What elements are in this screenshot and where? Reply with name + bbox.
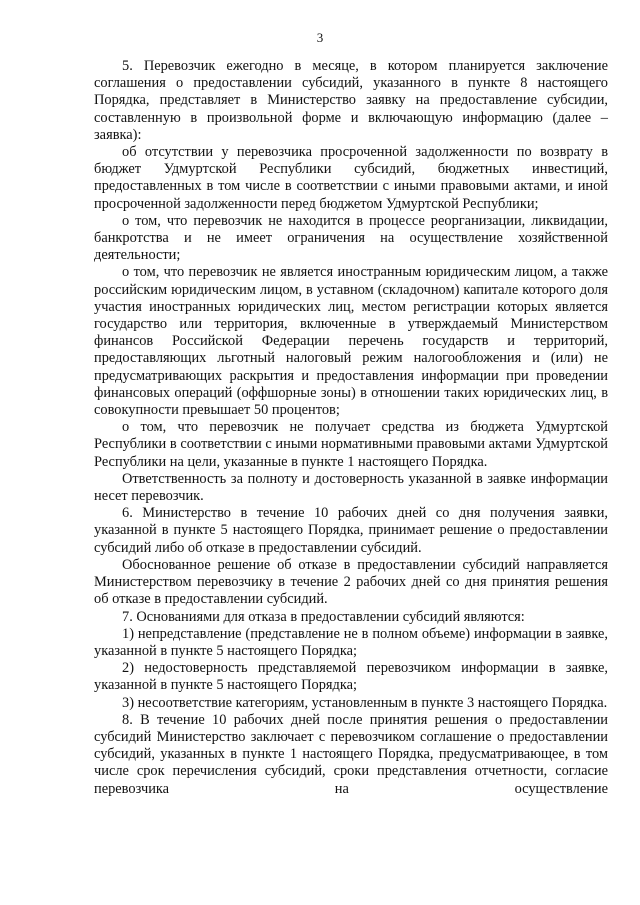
paragraph-refusal-notice: Обоснованное решение об отказе в предоставлении субсидий направляется Министерством перевозчику в течение 2 рабочих дней со дня принятия решения об отказе в предоставлении субсидий. <box>94 556 608 608</box>
paragraph-no-reorganization: о том, что перевозчик не находится в процессе реорганизации, ликвидации, банкротства и не имеет ограничения на осуществление хозяйственной деятельности; <box>94 212 608 264</box>
paragraph-ground-3: 3) несоответствие категориям, установленным в пункте 3 настоящего Порядка. <box>122 694 608 711</box>
paragraph-not-foreign: о том, что перевозчик не является иностранным юридическим лицом, а также российским юридическим лицом, в уставном (складочном) капитале которого доля участия иностранных юридических лиц, местом регистрации которых является государство или территория, включенные в утверждаемый Министерством финансов Российской Федерации перечень государств и территорий, предоставляющих льготный налоговый режим налогообложения и (или) не предусматривающих раскрытия и предоставления информации при проведении финансовых операций (оффшорные зоны) в отношении таких юридических лиц, в совокупности превышает 50 процентов; <box>94 264 608 419</box>
paragraph-6-decision: 6. Министерство в течение 10 рабочих дней со дня получения заявки, указанной в пункте 5 настоящего Порядка, принимает решение о предоставлении субсидий либо об отказе в предоставлении субсидий. <box>94 505 608 556</box>
page-number: 3 <box>316 30 324 45</box>
paragraph-ground-1: 1) непредставление (представление не в полном объеме) информации в заявке, указанной в пункте 5 настоящего Порядка; <box>94 625 608 659</box>
paragraph-5-request: 5. Перевозчик ежегодно в месяце, в котором планируется заключение соглашения о предоставлении субсидий, указанного в пункте 8 настоящего Порядка, представляет в Министерство заявку на предоставление субсидии, составленную в произвольной форме и включающую информацию (далее – заявка): <box>94 58 608 143</box>
paragraph-no-debt: об отсутствии у перевозчика просроченной задолженности по возврату в бюджет Удмуртской Республики субсидий, бюджетных инвестиций, предоставленных в том числе в соответствии с иными правовыми актами, и иной просроченной задолженности перед бюджетом Удмуртской Республики; <box>94 144 608 212</box>
paragraph-7-grounds: 7. Основаниями для отказа в предоставлении субсидий являются: <box>122 608 525 625</box>
paragraph-responsibility: Ответственность за полноту и достоверность указанной в заявке информации несет перевозчик. <box>94 470 608 505</box>
paragraph-ground-2: 2) недостоверность представляемой перевозчиком информации в заявке, указанной в пункте 5 настоящего Порядка; <box>94 660 608 694</box>
paragraph-8-agreement: 8. В течение 10 рабочих дней после принятия решения о предоставлении субсидий Министерство заключает с перевозчиком соглашение о предоставлении субсидий, указанных в пункте 1 настоящего Порядка, предусматривающее, в том числе срок перечисления субсидий, сроки представления отчетности, согласие перевозчика на осуществление <box>94 711 608 797</box>
document-body <box>94 58 608 798</box>
paragraph-no-other-funds: о том, что перевозчик не получает средства из бюджета Удмуртской Республики в соответствии с иными нормативными правовыми актами Удмуртской Республики на цели, указанные в пункте 1 настоящего Порядка. <box>94 419 608 470</box>
